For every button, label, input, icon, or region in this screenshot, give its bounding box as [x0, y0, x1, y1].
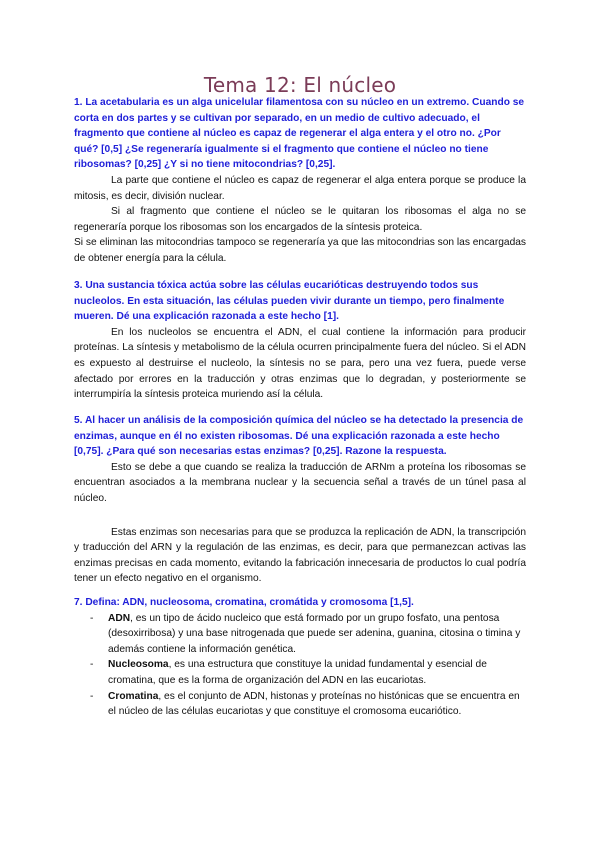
list-dash: - [90, 659, 94, 671]
answer-1-paragraph-2: Si al fragmento que contiene el núcleo se le quitaran los ribosomas el alga no se regeneraría porque los ribosomas son los encargados de la síntesis proteica. [74, 206, 526, 233]
term-cromatina: Cromatina [108, 690, 159, 702]
question-3: 3. Una sustancia tóxica actúa sobre las células eucarióticas destruyendo todos sus nucleolos. En esta situación, las células pueden vivir durante un tiempo, pero finalmente mueren. Dé una explicación razonada a este hecho [1]. [74, 280, 505, 323]
definitions-list [74, 611, 526, 720]
list-dash: - [90, 690, 94, 702]
question-1: 1. La acetabularia es un alga unicelular filamentosa con su núcleo en un extremo. Cuando se corta en dos partes y se cultivan por separado, en un medio de cultivo adecuado, el fragmento que contiene al núcleo es capaz de regenerar el alga entera y el otro no. ¿Por qué? [0,5] ¿Se regeneraría igualmente si el fragmento que contiene el núcleo no tiene ribosomas? [0,25] ¿Y si no tiene mitocondrias? [0,25]. [74, 97, 525, 171]
answer-1-paragraph-3: Si se eliminan las mitocondrias tampoco se regeneraría ya que las mitocondrias son las encargadas de obtener energía para la célula. [74, 237, 526, 264]
answer-3-paragraph-1: En los nucleolos se encuentra el ADN, el cual contiene la información para producir proteínas. La síntesis y metabolismo de la célula ocurren principalmente fuera del núcleo. Si el ADN es expuesto al destruirse el nucleolo, la síntesis no se para, pero una vez fuera, puede verse afectado por errores en la traducción y otras enzimas que lo degradan, y posteriormente se interrumpiría la síntesis proteica muriendo así la célula. [74, 326, 526, 401]
definition-cromatina: , es el conjunto de ADN, histonas y proteínas no histónicas que se encuentra en el núcleo de las células eucariotas y que constituye el cromosoma eucariótico. [108, 690, 520, 718]
term-adn: ADN [108, 612, 131, 624]
answer-5-paragraph-1: Esto se debe a que cuando se realiza la traducción de ARNm a proteína los ribosomas se encuentran asociados a la membrana nuclear y la secuencia señal a través de un túnel pasa al núcleo. [74, 461, 526, 504]
term-nucleosoma: Nucleosoma [108, 659, 169, 671]
answer-1-paragraph-1: La parte que contiene el núcleo es capaz de regenerar el alga entera porque se produce la mitosis, es decir, división nuclear. [74, 174, 526, 202]
question-7: 7. Defina: ADN, nucleosoma, cromatina, cromátida y cromosoma [1,5]. [74, 597, 414, 608]
list-dash: - [90, 612, 94, 624]
list-item [74, 689, 526, 720]
question-5: 5. Al hacer un análisis de la composición química del núcleo se ha detectado la presencia de enzimas, aunque en él no existen ribosomas. Dé una explicación razonada a este hecho [0,75]. ¿Para qué son necesarias estas enzimas? [0,25]. Razone la respuesta. [74, 415, 524, 458]
definition-adn: , es un tipo de ácido nucleico que está formado por un grupo fosfato, una pentosa (desoxirribosa) y una base nitrogenada que puede ser adenina, guanina, citosina o timina y además contiene la información genética. [108, 612, 521, 655]
answer-5-paragraph-2: Estas enzimas son necesarias para que se produzca la replicación de ADN, la transcripción y traducción del ARN y la regulación de las enzimas, es decir, para que permanezcan activas las enzimas precisas en cada momento, evitando la fabricación innecesaria de productos lo cual podría tener un efecto negativo en el organismo. [74, 526, 526, 585]
list-item [74, 611, 526, 658]
page-title: Tema 12: El núcleo [203, 73, 397, 97]
section-1 [74, 95, 526, 267]
list-item [74, 657, 526, 688]
section-5 [74, 413, 526, 587]
definition-nucleosoma: , es una estructura que constituye la unidad fundamental y esencial de cromatina, que es la forma de organización del ADN en las eucariotas. [108, 659, 487, 686]
section-7 [74, 595, 526, 720]
section-3 [74, 278, 526, 403]
